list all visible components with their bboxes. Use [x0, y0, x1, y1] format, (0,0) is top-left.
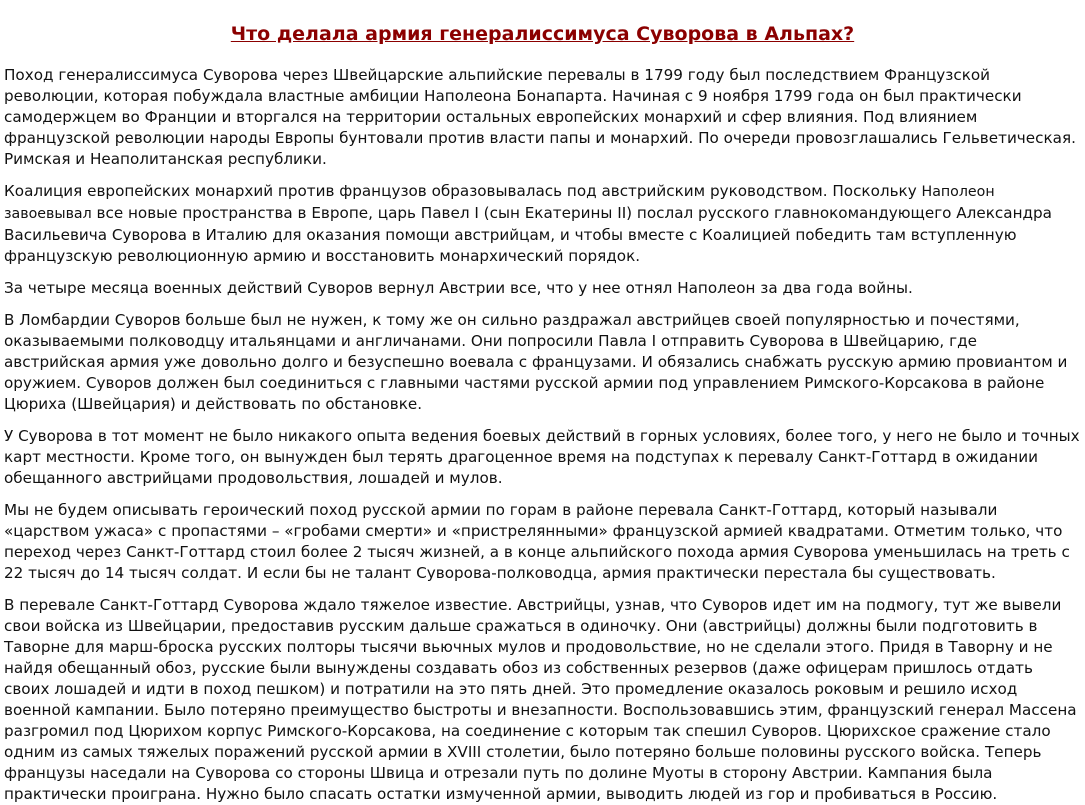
paragraph-6: Мы не будем описывать героический поход русской армии по горам в районе перевала Санкт-Готтард, который называли «царством ужаса» с пропастями – «гробами смерти» и «пристрелянными» французской армией квадратами. Отметим только, что переход через Санкт-Готтард стоил более 2 тысяч жизней, а в конце альпийского похода армия Суворова уменьшилась на треть с 22 тысяч до 14 тысяч солдат. И если бы не талант Суворова-полководца, армия практически перестала бы существовать.: [4, 501, 1070, 582]
paragraph-3: За четыре месяца военных действий Суворов вернул Австрии все, что у нее отнял Наполеон за два года войны.: [4, 279, 913, 297]
title-spacer: [4, 46, 1081, 65]
article-title: [4, 22, 1081, 46]
paragraph-5: У Суворова в тот момент не было никакого опыта ведения боевых действий в горных условиях, более того, у него не было и точных карт местности. Кроме того, он вынужден был терять драгоценное время на подступах к перевалу Санкт-Готтард в ожидании обещанного австрийцами продовольствия, лошадей и мулов.: [4, 427, 1080, 487]
paragraph-2: [4, 181, 1081, 267]
paragraph-4: В Ломбардии Суворов больше был не нужен, к тому же он сильно раздражал австрийцев своей популярностью и почестями, оказываемыми полководцу итальянцами и англичанами. Они попросили Павла I отправить Суворова в Швейцарию, где австрийская армия уже довольно долго и безуспешно воевала с французами. И обязались снабжать русскую армию провиантом и оружием. Суворов должен был соединиться с главными частями русской армии под управлением Римского-Корсакова в районе Цюриха (Швейцария) и действовать по обстановке.: [4, 311, 1068, 413]
paragraph-2-part-2: все новые пространства в Европе, царь Павел I (сын Екатерины II) послал русского главнокомандующего Александра Васильевича Суворова в Италию для оказания помощи австрийцам, и чтобы вместе с Коалицией победить там вступленную французскую революционную армию и восстановить монархический порядок.: [4, 204, 1052, 265]
paragraph-1: Поход генералиссимуса Суворова через Швейцарские альпийские перевалы в 1799 году был последствием Французской революции, которая побуждала властные амбиции Наполеона Бонапарта. Начиная с 9 ноября 1799 года он был практически самодержцем во Франции и вторгался на территории остальных европейских монархий и сфер влияния. Под влиянием французской революции народы Европы бунтовали против власти папы и монархий. По очереди провозглашались Гельветическая. Римская и Неаполитанская республики.: [4, 66, 1076, 168]
paragraph-7: В перевале Санкт-Готтард Суворова ждало тяжелое известие. Австрийцы, узнав, что Суворов идет им на подмогу, тут же вывели свои войска из Швейцарии, предоставив русским дальше сражаться в одиночку. Они (австрийцы) должны были подготовить в Таворне для марш-броска русских полторы тысячи вьючных мулов и продовольствие, но не сделали этого. Придя в Таворну и не найдя обещанный обоз, русские были вынуждены создавать обоз из собственных резервов (даже офицерам пришлось отдать своих лошадей и идти в поход пешком) и потратили на это пять дней. Это промедление оказалось роковым и решило исход военной кампании. Было потеряно преимущество быстроты и внезапности. Воспользовавшись этим, французский генерал Массена разгромил под Цюрихом корпус Римского-Корсакова, на соединение с которым так спешил Суворов. Цюрихское сражение стало одним из самых тяжелых поражений русской армии в XVIII столетии, было потеряно больше половины русского войска. Теперь французы наседали на Суворова со стороны Швица и отрезали путь по долине Муоты в сторону Австрии. Кампания была практически проиграна. Нужно было спасать остатки измученной армии, выводить людей из гор и пробиваться в Россию.: [4, 596, 1077, 803]
paragraph-2-small-text: Наполеон завоевывал: [4, 184, 995, 222]
paragraph-2-part-1: Коалиция европейских монархий против французов образовывалась под австрийским руководством. Поскольку: [4, 182, 922, 200]
article-page: [0, 22, 1085, 805]
article-title-link[interactable]: Что делала армия генералиссимуса Суворова в Альпах?: [230, 23, 855, 45]
